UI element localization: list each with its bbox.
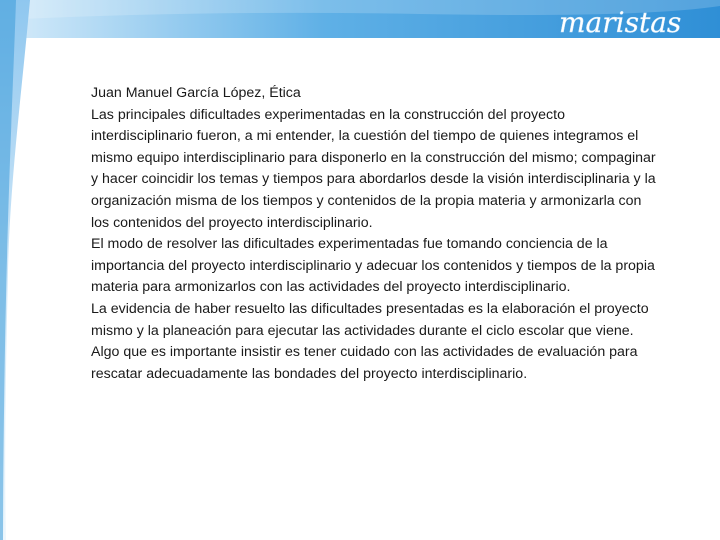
paragraph-evidence: La evidencia de haber resuelto las dificultades presentadas es la elaboración el proyecto mismo y la planeación para ejecutar las actividades durante el ciclo escolar que viene. Algo que es importante insistir es tener cuidado con las actividades de evaluación para rescatar adecuadamente las bondades del proyecto interdisciplinario.	[91, 300, 649, 382]
paragraph-difficulties: Las principales dificultades experimentadas en la construcción del proyecto interdisciplinario fueron, a mi entender, la cuestión del tiempo de quienes integramos el mismo equipo interdisciplinario para disponerlo en la construcción del mismo; compaginar y hacer coincidir los temas y tiempos para abordarlos desde la visión interdisciplinaria y la organización misma de los tiempos y contenidos de la propia materia y armonizarla con los contenidos del proyecto interdisciplinario.	[91, 106, 656, 231]
paragraph-resolution: El modo de resolver las dificultades experimentadas fue tomando conciencia de la importancia del proyecto interdisciplinario y adecuar los contenidos y tiempos de la propia materia para armonizarlos con las actividades del proyecto interdisciplinario.	[91, 236, 655, 296]
author-line: Juan Manuel García López, Ética	[91, 85, 301, 101]
left-decorative-swoosh	[0, 0, 40, 540]
maristas-logo	[555, 4, 705, 40]
slide-text	[91, 83, 661, 385]
svg-text:maristas: maristas	[559, 6, 682, 39]
